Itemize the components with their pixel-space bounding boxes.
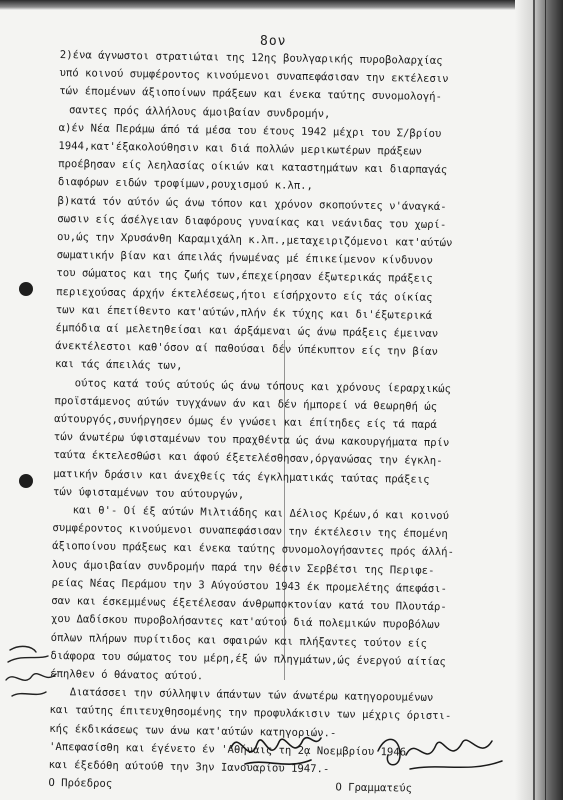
scan-shadow-top xyxy=(0,0,563,10)
text-line: 1944,κατ'έξακολούθησιν και διά πολλών μερικωτέρων πράξεων xyxy=(58,140,423,158)
text-line: χου Δαδίσκου πυροβολήσαντες κατ'αύτού διά πολεμικών πυροβόλων xyxy=(50,613,441,632)
document-body xyxy=(48,46,500,799)
text-line: άξιοποίνου πράξεως και ένεκα ταύτης συνομολογήσαντες πρός άλλή- xyxy=(52,540,454,559)
text-line: σαν και έσκεμμένως έξετέλεσαν άνθρωποκτονίαν κατά του Πλουτάρ- xyxy=(51,595,447,614)
text-line: Διατάσσει την σύλληψιν άπάντων τών άνωτέρω κατηγορουμένων xyxy=(69,686,434,705)
text-line: ου,ώς την Χρυσάνθη Καραμιχάλη κ.λπ.,μεταχειριζόμενοι κατ'αύτών xyxy=(56,231,453,250)
text-line: συμφέροντος κινούμενοι συναπεφάσισαν την έκτέλεσιν της έπομένη xyxy=(52,522,448,541)
text-line: περιεχούσας άρχήν έκτελέσεως,ήτοι είσήρχοντο είς τάς οίκίας xyxy=(56,285,433,304)
text-line: και έξεδόθη αύτούθ την 3ην Ιανουαρίου 1947.- xyxy=(48,758,330,776)
text-line: ταύτα έκτελεσθώσι και άφού έξετελέσθησαν,όργανώσας την έγκλη- xyxy=(53,449,443,468)
text-line: τών ύφισταμένων του αύτουργών, xyxy=(52,485,245,501)
text-line: προϊστάμενος αύτών τυγχάνων άν και δέν ήμπορεί νά θεωρηθή ώς xyxy=(54,394,438,413)
handwritten-signature-icon xyxy=(2,640,62,710)
handwritten-signature-icon xyxy=(225,718,325,780)
ruled-margin-line xyxy=(533,0,535,800)
text-line: 'Απεφασίσθη και έγένετο έν 'Αθήναις τη 2ᾳ Νοεμβρίου 1946 xyxy=(48,740,407,759)
ruled-margin-line-2 xyxy=(545,0,546,800)
handwritten-signature-icon xyxy=(370,715,510,785)
text-line: β)κατά τόν αύτόν ώς άνω τόπον και χρόνον σκοπούντες ν'άναγκά- xyxy=(57,194,447,213)
text-line: αύτουργός,συνήργησεν όμως έν γνώσει και έπίτηδες είς τά παρά xyxy=(54,413,437,432)
text-line: Ο Πρόεδρος Ο Γραμματεύς xyxy=(48,777,413,795)
punch-hole-icon xyxy=(19,282,33,296)
text-line: άνεκτέλεστοι καθ'όσον αί παθούσαι δέν ύπέκυπτον είς την βίαν xyxy=(55,340,439,359)
text-line: α)έν Νέα Περάμω άπό τά μέσα του έτους 1942 μέχρι του Σ/βρίου xyxy=(58,121,442,140)
text-line: 2)ένα άγνωστοι στρατιώται της 12ης βουλγαρικής πυροβολαρχίας xyxy=(59,48,443,68)
text-line: του σώματος και της ζωής των,έπεχείρησαν έξωτερικάς πράξεις xyxy=(56,267,433,286)
text-line: υπό κοινού συμφέροντος κινούμενοι συναπεφάσισαν την εκτέλεσιν xyxy=(59,67,449,86)
text-line: σωματικήν βίαν και άπειλάς ήνωμένας μέ έπικείμενον κίνδυνον xyxy=(56,249,434,268)
text-line: και ταύτης έπιτευχθησομένης την προφυλάκισιν των μέχρις όριστι- xyxy=(49,704,452,723)
text-line: προέβησαν είς λεηλασίας οίκιών και καταστημάτων και διαρπαγάς xyxy=(58,158,448,177)
text-line: λους άμοιβαίαν συνδρομήν παρά την θέσιν Σερβέτσι της Περιφε- xyxy=(51,558,435,577)
text-line: σαντες πρός άλλήλους άμοιβαίαν συνδρομήν, xyxy=(68,103,331,120)
text-line: τών άνωτέρω ύφισταμένων του πραχθέντα ώς άνω κακουργήματα πρίν xyxy=(53,431,450,450)
text-line: των και έπετίθεντο κατ'αύτών,πλήν έκ τύχης και δι'έξωτερικά xyxy=(55,303,433,322)
punch-hole-icon xyxy=(19,474,33,488)
text-line: ούτος κατά τούς αύτούς ώς άνω τόπους και χρόνους ίεραρχικώς xyxy=(74,376,452,395)
text-line: διάφορα του σώματος του μέρη,έξ ών πληγμάτων,ώς ένεργού αίτίας xyxy=(50,649,446,668)
text-line: όπλων πλήρων πυρίτιδος και σφαιρών και πλήξαντες τούτον είς xyxy=(50,631,428,650)
text-line: και θ'- Οί έξ αύτών Μιλτιάδης και Δέλιος Κρέων,ό και κοινού xyxy=(72,504,450,523)
scan-shadow-right xyxy=(515,0,563,800)
text-line: ρείας Νέας Περάμου την 3 Αύγούστου 1943 έκ προμελέτης άπεφάσι- xyxy=(51,576,448,596)
text-line: έπηλθεν ό θάνατος αύτού. xyxy=(50,667,204,683)
text-line: κής έκδικάσεως των άνω κατ'αύτών κατηγοριών.- xyxy=(49,722,337,739)
text-line: σωσιν είς άσέλγειαν διαφόρους γυναίκας και νεάνιδας του χωρί- xyxy=(57,212,447,231)
text-line: τών έπομένων άξιοποίνων πράξεων και ένεκα ταύτης συνομολογή- xyxy=(59,85,443,104)
text-line: έμπόδια αί μελετηθείσαι και άρξάμεναι ώς άνω πράξεις έμειναν xyxy=(55,322,439,341)
text-line: ματικήν δράσιν και άνεχθείς τάς έγκληματικάς ταύτας πράξεις xyxy=(53,467,430,486)
page-number: 8ον xyxy=(260,34,287,49)
text-line: και τάς άπειλάς των, xyxy=(54,358,183,373)
text-line: διαφόρων ειδών τροφίμων,ρουχισμού κ.λπ., xyxy=(57,176,314,193)
